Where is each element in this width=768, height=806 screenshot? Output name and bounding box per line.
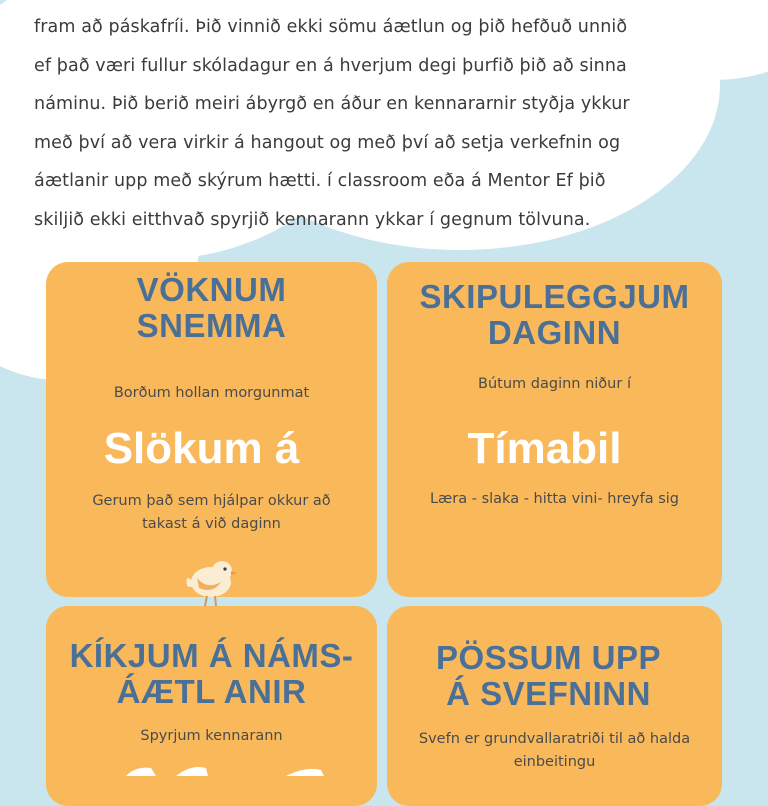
card-title-line: VÖKNUM xyxy=(136,271,287,308)
card-description-line: einbeitingu xyxy=(513,754,596,770)
card-description xyxy=(387,488,722,511)
card-subtitle: Borðum hollan morgunmat xyxy=(113,385,310,401)
intro-line: fram að páskafríi. Þið vinnið ekki sömu áætlun og þið hefðuð unnið xyxy=(34,17,628,37)
card-title xyxy=(387,279,722,351)
card-title xyxy=(375,640,722,712)
card-title-line: DAGINN xyxy=(487,314,622,351)
intro-line: náminu. Þið berið meiri ábyrgð en áður en kennararnir styðja ykkur xyxy=(34,94,630,114)
bird-icon xyxy=(183,556,239,608)
intro-line: skiljið ekki eitthvað spyrjið kennarann ykkar í gegnum tölvuna. xyxy=(34,209,591,230)
card-title-line: SNEMMA xyxy=(136,307,287,344)
card-title-line: PÖSSUM UPP xyxy=(435,639,662,676)
card-title-line: KÍKJUM Á NÁMS- xyxy=(69,637,354,674)
tip-card-sleep xyxy=(387,606,722,806)
card-description xyxy=(46,490,377,536)
intro-line: með því að vera virkir á hangout og með því að setja verkefnin og xyxy=(34,132,621,153)
tip-card-wake-early xyxy=(46,262,377,597)
card-description-line: Gerum það sem hjálpar okkur að xyxy=(92,493,331,509)
card-description-line: takast á við daginn xyxy=(142,516,281,532)
card-title xyxy=(46,272,377,344)
card-highlight: Tímabil xyxy=(467,424,622,473)
card-title-line: SKIPULEGGJUM xyxy=(419,278,690,315)
card-subtitle: Spyrjum kennarann xyxy=(140,728,283,744)
card-description-line: Læra - slaka - hitta vini- hreyfa sig xyxy=(429,491,680,507)
tip-card-plan-day xyxy=(387,262,722,597)
card-subtitle: Bútum daginn niður í xyxy=(478,376,631,392)
card-description xyxy=(387,728,722,774)
intro-line: ef það væri fullur skóladagur en á hverjum degi þurfið þið að sinna xyxy=(34,55,627,76)
card-highlight: Slökum á xyxy=(103,424,300,473)
intro-line: áætlanir upp með skýrum hætti. í classroom eða á Mentor Ef þið xyxy=(34,171,606,191)
tip-card-study-plans xyxy=(46,606,377,806)
card-title xyxy=(46,638,377,710)
card-highlight-fragment xyxy=(106,756,356,776)
card-description-line: Svefn er grundvallaratriði til að halda xyxy=(418,731,691,747)
card-title-line: ÁÆTL ANIR xyxy=(116,673,307,710)
card-title-line: Á SVEFNINN xyxy=(446,675,651,712)
intro-paragraph xyxy=(34,8,734,239)
